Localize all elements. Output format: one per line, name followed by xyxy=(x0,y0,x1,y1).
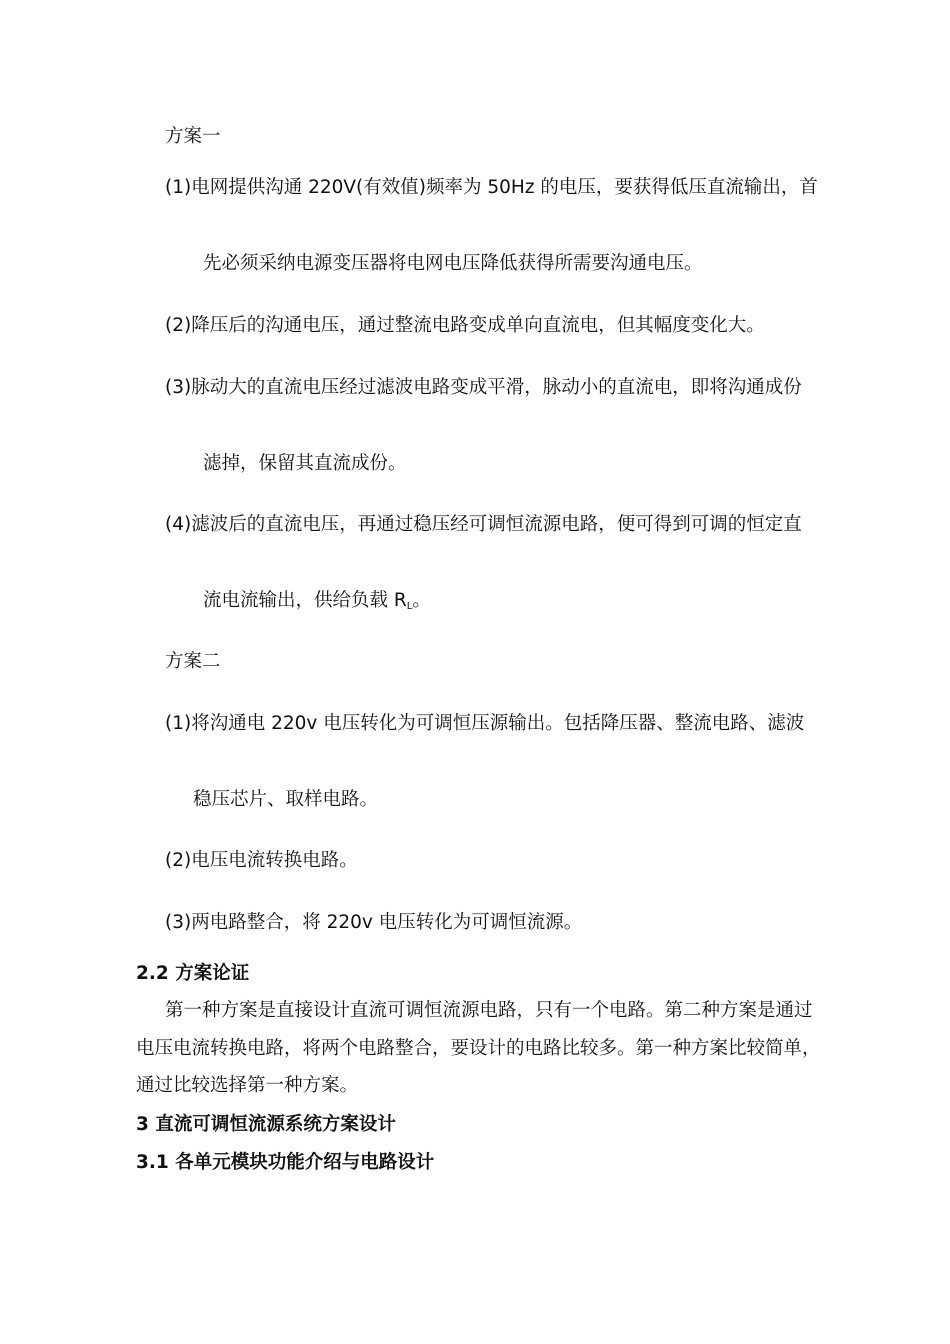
plan1-item3-line2: 滤掉，保留其直流成份。 xyxy=(203,453,407,474)
plan1-item4-end: 。 xyxy=(412,590,431,611)
section-2-2-para-line3: 通过比较选择第一种方案。 xyxy=(136,1075,359,1096)
plan1-title: 方案一 xyxy=(165,126,221,147)
plan2-title: 方案二 xyxy=(165,651,221,672)
section-3-heading: 3 直流可调恒流源系统方案设计 xyxy=(136,1114,396,1135)
section-3-1-heading: 3.1 各单元模块功能介绍与电路设计 xyxy=(136,1152,435,1173)
plan1-item4-line2 xyxy=(203,589,431,619)
plan2-item3: (3)两电路整合，将 220v 电压转化为可调恒流源。 xyxy=(165,912,583,933)
plan1-item3-line1: (3)脉动大的直流电压经过滤波电路变成平滑，脉动小的直流电，即将沟通成份 xyxy=(165,377,802,398)
plan1-item4-text: 流电流输出，供给负载 R xyxy=(203,590,407,611)
section-2-2-heading: 2.2 方案论证 xyxy=(136,963,250,984)
plan2-item1-line1: (1)将沟通电 220v 电压转化为可调恒压源输出。包括降压器、整流电路、滤波 xyxy=(165,713,805,734)
plan1-item4-line1: (4)滤波后的直流电压，再通过稳压经可调恒流源电路，便可得到可调的恒定直 xyxy=(165,514,802,535)
plan2-item1-line2: 稳压芯片、取样电路。 xyxy=(193,789,379,810)
section-2-2-para-line1: 第一种方案是直接设计直流可调恒流源电路，只有一个电路。第二种方案是通过 xyxy=(165,1000,813,1021)
plan1-item1-line2: 先必须采纳电源变压器将电网电压降低获得所需要沟通电压。 xyxy=(203,253,703,274)
plan1-item2: (2)降压后的沟通电压，通过整流电路变成单向直流电，但其幅度变化大。 xyxy=(165,315,765,336)
section-2-2-para-line2: 电压电流转换电路，将两个电路整合，要设计的电路比较多。第一种方案比较简单， xyxy=(136,1038,821,1059)
load-subscript: L xyxy=(406,601,413,612)
plan2-item2: (2)电压电流转换电路。 xyxy=(165,850,358,871)
plan1-item1-line1: (1)电网提供沟通 220V(有效值)频率为 50Hz 的电压，要获得低压直流输出，首 xyxy=(165,177,818,198)
